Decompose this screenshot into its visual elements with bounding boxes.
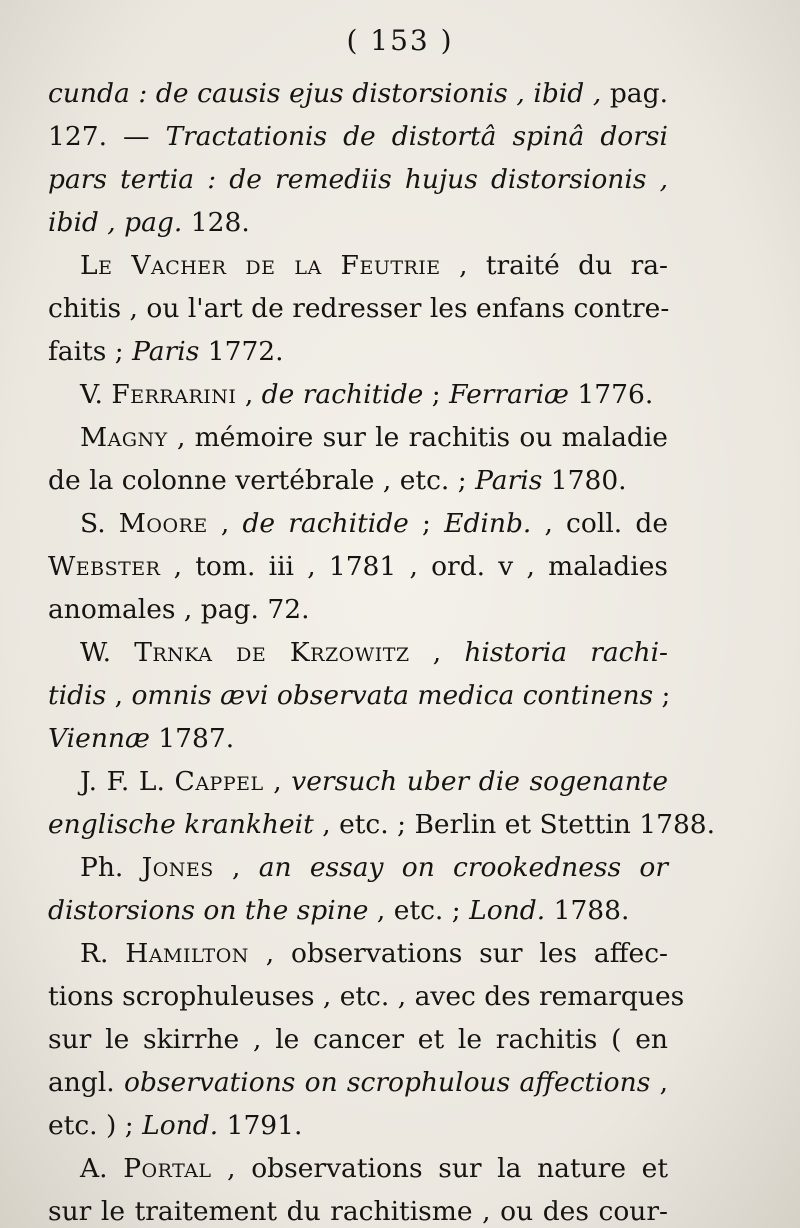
text-segment: ; [653,680,671,711]
text-segment: versuch uber die sogenante [291,766,668,797]
text-line [48,1147,668,1190]
text-line [48,459,668,502]
text-line [48,201,668,244]
text-segment: englische krankheit [48,809,314,840]
text-segment: 127. — [48,121,166,152]
text-segment: tions scrophuleuses , etc. , avec des remarques [48,981,685,1012]
text-segment: Cappel [174,766,264,797]
text-segment: Ph. [80,852,142,883]
text-segment: pag. [609,78,668,109]
text-line [48,717,668,760]
text-segment: Jones [141,852,214,883]
text-segment: R. [80,938,126,969]
text-segment: , observations sur les affec- [248,938,668,969]
text-segment: , coll. de [531,508,669,539]
text-line [48,1190,668,1228]
text-segment: Lond. [142,1110,227,1141]
text-segment: Viennæ [48,723,159,754]
text-segment: Lond. [469,895,554,926]
text-line [48,545,668,588]
text-segment: 1791. [226,1110,303,1141]
text-line [48,416,668,459]
text-line [48,287,668,330]
text-segment: anomales , pag. 72. [48,594,310,625]
text-segment: Paris [132,336,208,367]
text-line [48,889,668,932]
text-line [48,1061,668,1104]
text-segment: , [263,766,292,797]
text-segment: faits ; [48,336,133,367]
text-segment: observations on scrophulous affections [124,1067,651,1098]
text-segment: Webster [48,551,161,582]
text-segment: W. [80,637,135,668]
text-segment: Moore [118,508,208,539]
text-segment: tidis [48,680,107,711]
text-segment: distorsions on the spine [48,895,369,926]
text-segment: sur le skirrhe , le cancer et le rachitis ( en [48,1024,668,1055]
text-segment: Tractationis de distortâ spinâ dorsi [165,121,668,152]
text-segment: A. [80,1153,124,1184]
text-line [48,631,668,674]
text-line [48,72,668,115]
text-segment: sur le traitement du rachitisme , ou des cour- [48,1196,668,1227]
text-segment: , etc. ; [368,895,470,926]
text-line [48,803,716,846]
bibliography-text [48,72,716,1228]
text-line [48,330,668,373]
text-line [48,932,668,975]
text-line [48,846,668,889]
text-segment: , traité du ra- [440,250,668,281]
text-segment: ; [408,508,445,539]
text-segment: , tom. iii , 1781 , ord. v , maladies [160,551,668,582]
text-segment: S. [80,508,119,539]
text-segment: , [409,637,465,668]
text-segment: , [207,508,243,539]
text-line [48,244,668,287]
text-segment: Trnka de Krzowitz [134,637,410,668]
text-line [48,115,668,158]
text-line [48,588,668,631]
text-segment: Ferrariæ [449,379,578,410]
text-segment: , observations sur la nature et [211,1153,668,1184]
text-segment: Magny [80,422,168,453]
text-segment: J. F. L. [80,766,175,797]
text-segment: 1776. [577,379,654,410]
text-line [48,158,668,201]
text-segment: , [236,379,262,410]
text-segment: 1772. [207,336,284,367]
text-segment: etc. ) ; [48,1110,143,1141]
text-line [48,1104,668,1147]
text-line [48,975,685,1018]
text-segment: Paris [475,465,551,496]
text-segment: angl. [48,1067,124,1098]
text-segment: an essay on crookedness or [258,852,668,883]
text-segment: omnis ævi observata medica continens [131,680,654,711]
text-segment: Hamilton [125,938,249,969]
text-segment: Edinb. [444,508,532,539]
text-line [48,373,668,416]
text-line [48,1018,668,1061]
text-segment: , [650,1067,669,1098]
text-segment: 128. [190,207,250,238]
text-segment: Ferrarini [111,379,237,410]
text-segment: Le Vacher de la Feutrie [80,250,441,281]
text-segment: 1788. [553,895,630,926]
text-segment: V. [80,379,112,410]
text-segment: chitis , ou l'art de redresser les enfans contre- [48,293,670,324]
text-segment: de la colonne vertébrale , etc. ; [48,465,476,496]
text-segment: , etc. ; Berlin et Stettin 1788. [313,809,716,840]
text-segment: 1780. [550,465,627,496]
text-line [48,674,671,717]
page-number: ( 153 ) [346,24,454,57]
text-segment: de rachitide [242,508,409,539]
text-segment: historia rachi- [464,637,668,668]
text-segment: pars tertia : de remediis hujus distorsionis , [48,164,668,195]
text-segment: Portal [123,1153,212,1184]
text-segment: , [213,852,259,883]
text-segment: , mémoire sur le rachitis ou maladie [167,422,668,453]
text-segment: cunda : de causis ejus distorsionis , ibid , [48,78,610,109]
text-segment: , [106,680,132,711]
text-segment: de rachitide [261,379,424,410]
text-line [48,760,668,803]
text-segment: ; [423,379,450,410]
text-segment: ibid , pag. [48,207,191,238]
text-segment: 1787. [158,723,235,754]
text-line [48,502,668,545]
